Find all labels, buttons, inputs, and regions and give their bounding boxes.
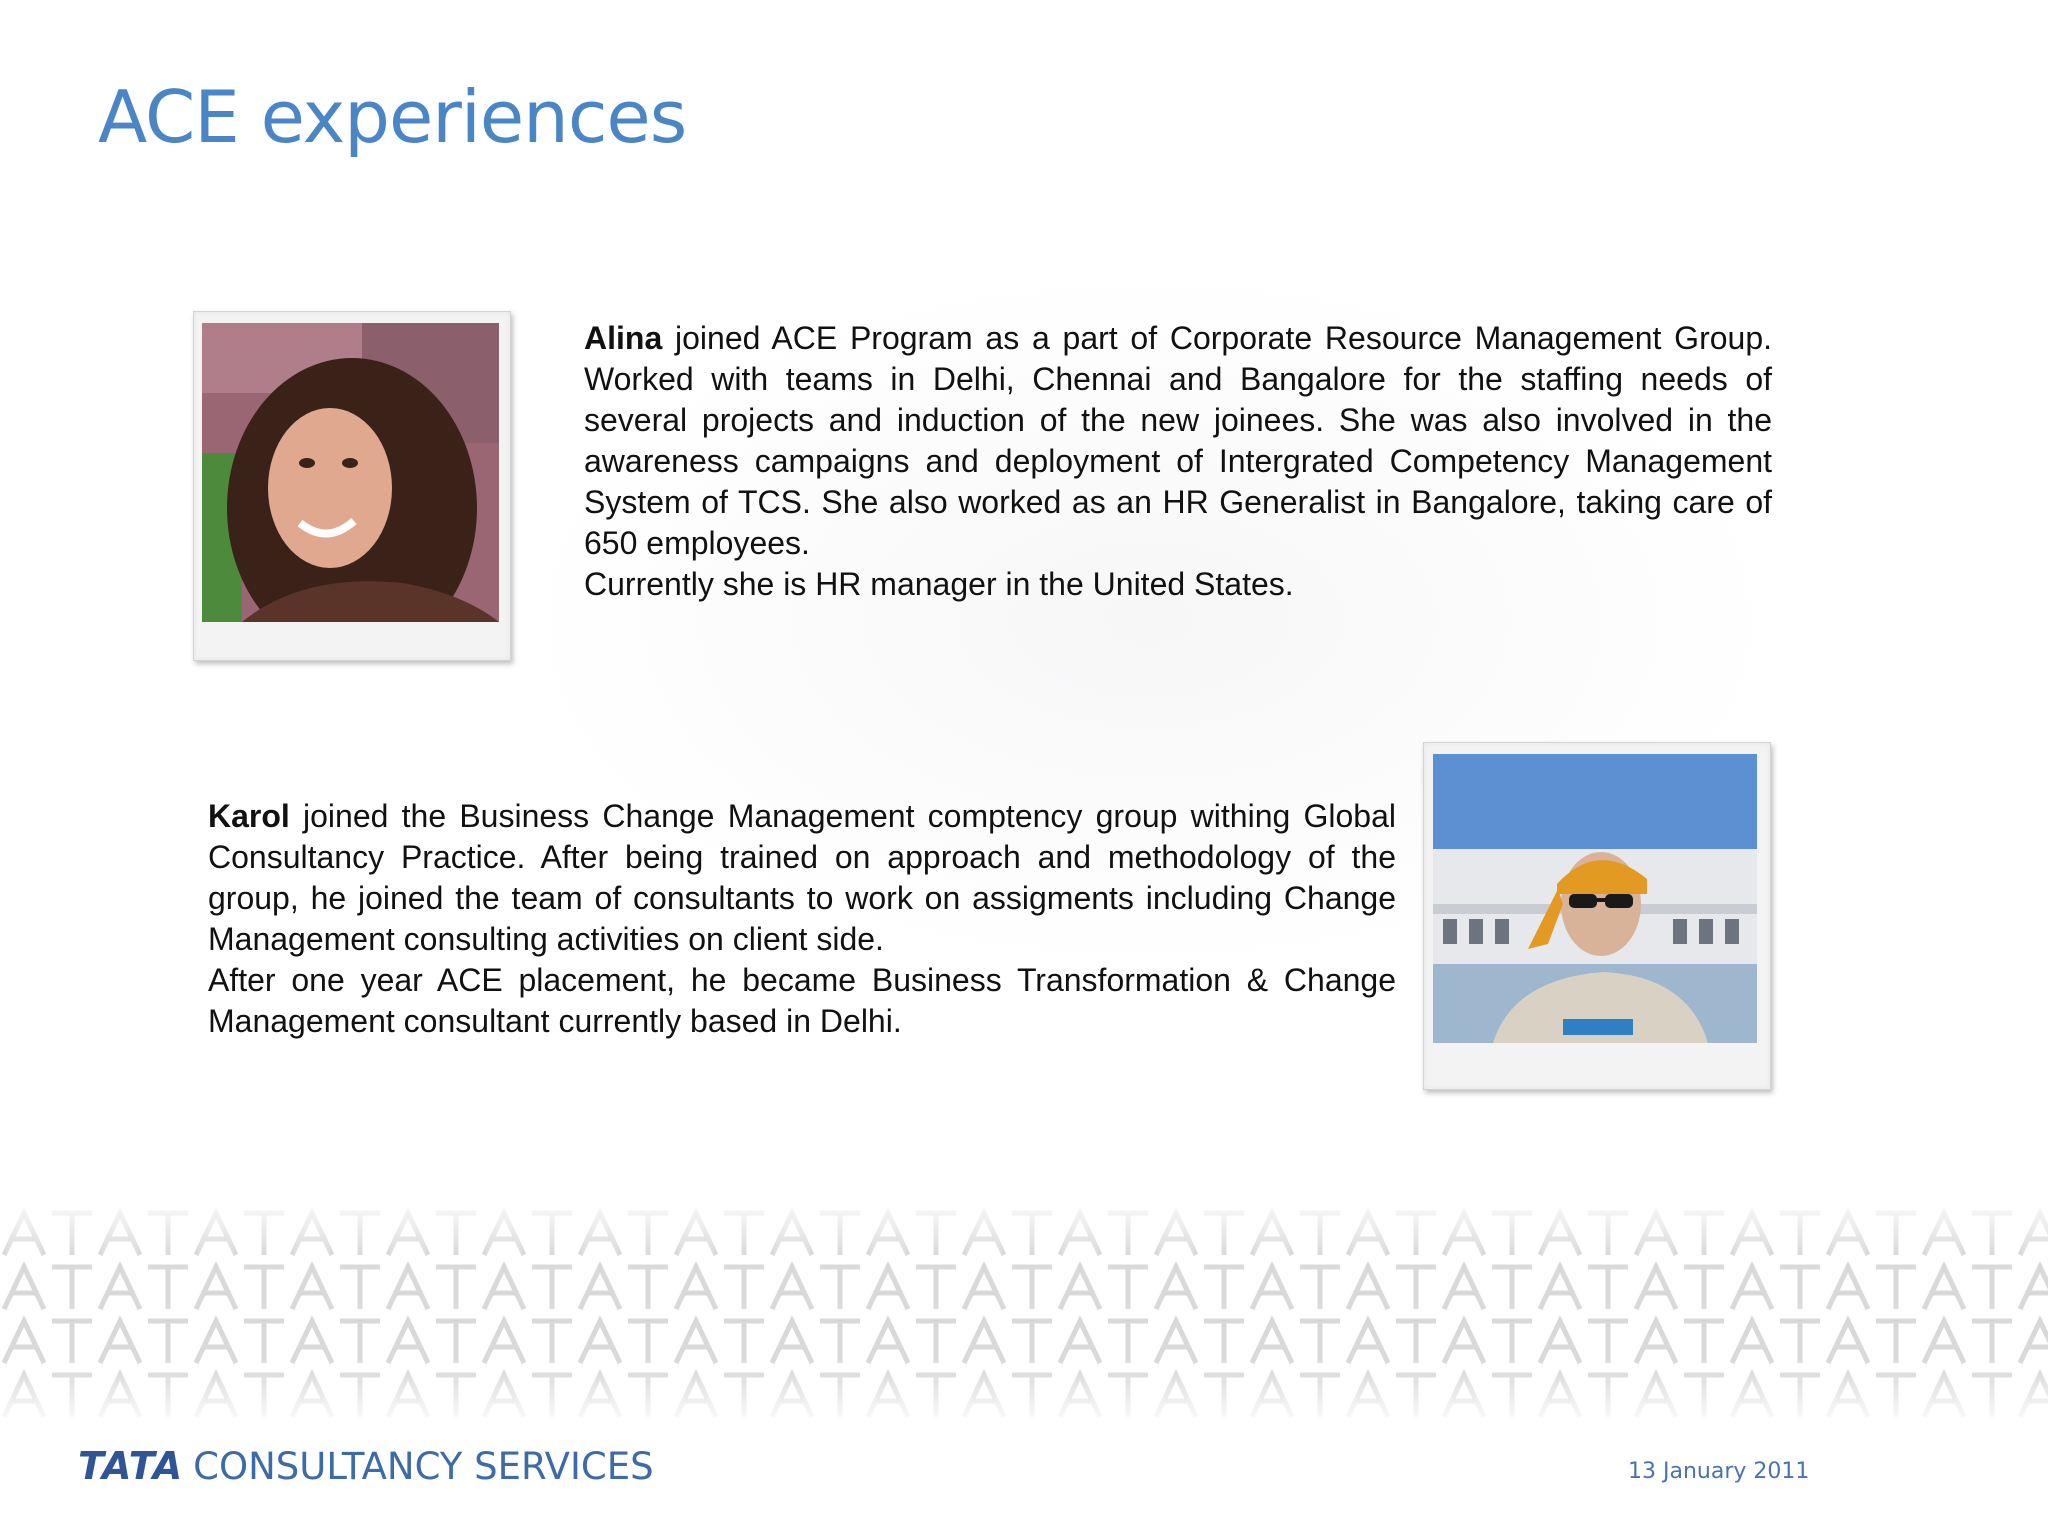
alina-current-role: Currently she is HR manager in the United States. <box>584 566 1294 602</box>
karol-current-role: After one year ACE placement, he became Business Transformation & Change Management consultant currently based in Delhi. <box>208 962 1396 1039</box>
slide-title: ACE experiences <box>98 75 687 159</box>
tata-watermark-pattern <box>0 1205 2048 1420</box>
logo-consultancy-services: CONSULTANCY SERVICES <box>193 1445 654 1488</box>
alina-portrait-photo <box>202 323 499 622</box>
tcs-logo <box>78 1444 654 1488</box>
alina-bio <box>584 318 1772 605</box>
alina-bio-text: joined ACE Program as a part of Corporate Resource Management Group. Worked with teams in Delhi, Chennai and Bangalore for the staffing needs of several projects and induction of the new joinees. She was also involved in the awareness campaigns and deployment of Intergrated Competency Management System of TCS. She also worked as an HR Generalist in Bangalore, taking care of 650 employees. <box>584 320 1773 561</box>
karol-bio <box>208 796 1396 1042</box>
alina-bio-paragraph <box>584 318 1772 564</box>
karol-photo-frame <box>1423 742 1771 1090</box>
karol-bio-text: joined the Business Change Management comptency group withing Global Consultancy Practice. After being trained on approach and methodology of the group, he joined the team of consultants to work on assigments including Change Management consulting activities on client side. <box>208 798 1397 957</box>
karol-portrait-image <box>1433 754 1757 1043</box>
alina-photo-frame <box>193 311 511 661</box>
alina-name: Alina <box>584 320 663 356</box>
alina-portrait-image <box>202 323 499 622</box>
slide-date: 13 January 2011 <box>1628 1459 1810 1484</box>
watermark-pattern-icon <box>0 1205 2048 1420</box>
karol-portrait-photo <box>1433 754 1757 1043</box>
karol-bio-paragraph <box>208 796 1396 960</box>
karol-name: Karol <box>208 798 290 834</box>
logo-tata-wordmark: TATA <box>78 1444 184 1488</box>
